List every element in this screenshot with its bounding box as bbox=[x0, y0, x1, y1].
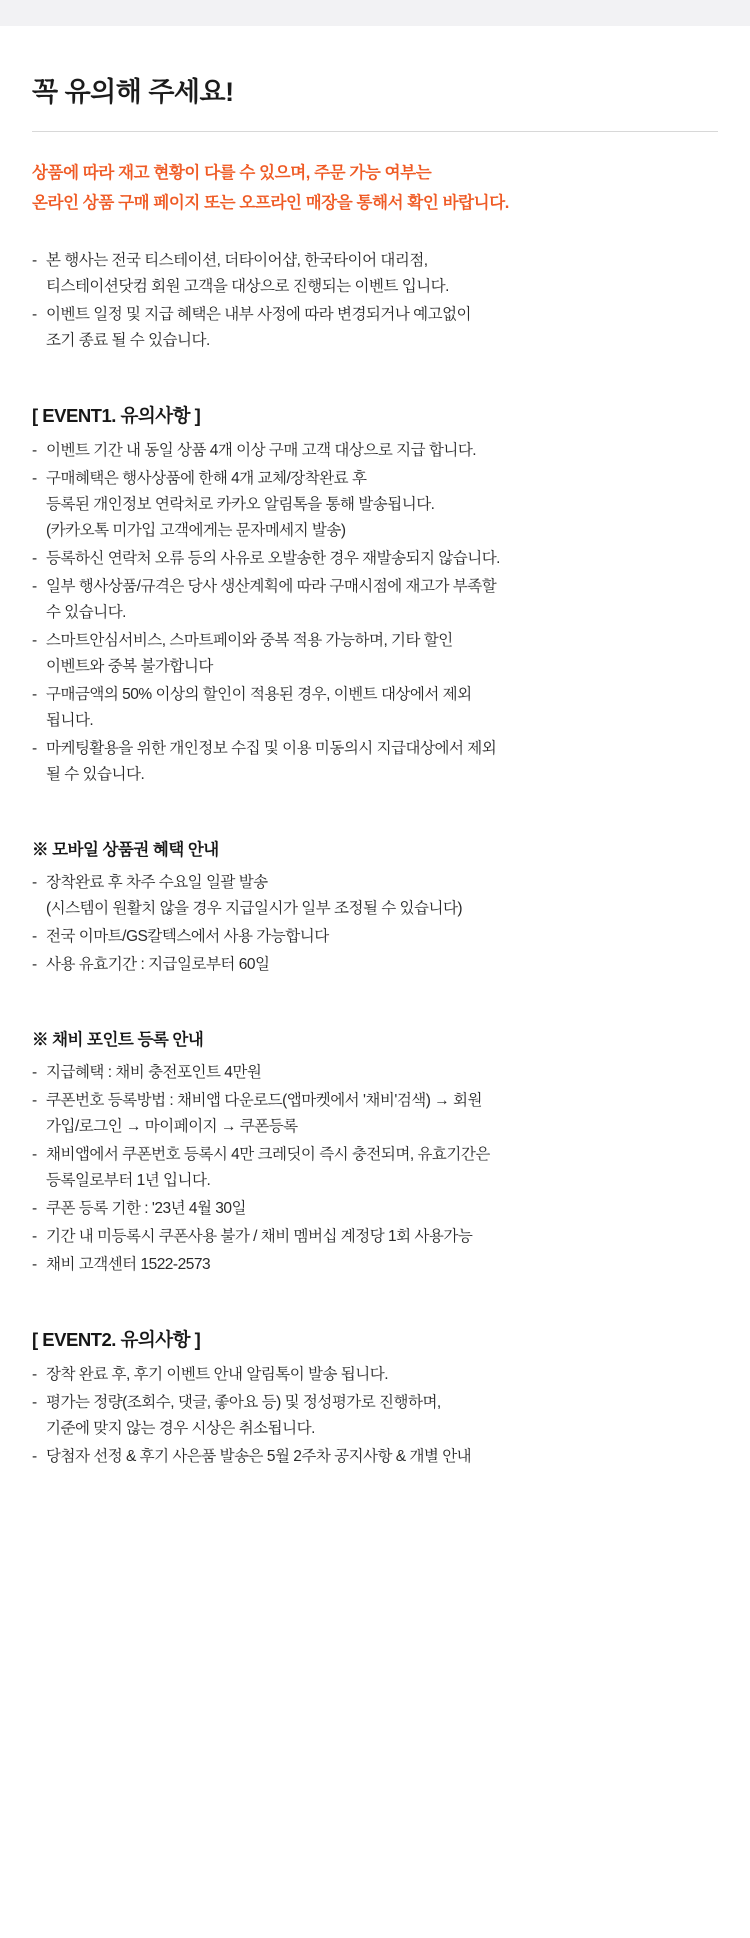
list-item-line: 조기 종료 될 수 있습니다. bbox=[46, 332, 210, 349]
list-item-line: 지급혜택 : 채비 충전포인트 4만원 bbox=[46, 1064, 262, 1081]
list-item-line: 스마트안심서비스, 스마트페이와 중복 적용 가능하며, 기타 할인 bbox=[46, 632, 453, 649]
dash-marker: - bbox=[32, 1256, 37, 1273]
dash-marker: - bbox=[32, 1200, 37, 1217]
list-item-line: 구매금액의 50% 이상의 할인이 적용된 경우, 이벤트 대상에서 제외 bbox=[46, 686, 472, 703]
section-list bbox=[32, 1362, 718, 1470]
section-list bbox=[32, 438, 718, 788]
section-heading: ※ 채비 포인트 등록 안내 bbox=[32, 1031, 204, 1049]
list-item bbox=[32, 1142, 718, 1194]
list-item-line: 장착 완료 후, 후기 이벤트 안내 알림톡이 발송 됩니다. bbox=[46, 1366, 388, 1383]
list-item bbox=[32, 1252, 718, 1278]
list-item-line: 당첨자 선정 & 후기 사은품 발송은 5월 2주차 공지사항 & 개별 안내 bbox=[46, 1448, 472, 1465]
list-item-line: 등록된 개인정보 연락처로 카카오 알림톡을 통해 발송됩니다. bbox=[46, 496, 435, 513]
list-item-line: 채비 고객센터 1522-2573 bbox=[46, 1256, 211, 1273]
list-item-line: 구매혜택은 행사상품에 한해 4개 교체/장착완료 후 bbox=[46, 470, 367, 487]
list-item bbox=[32, 1444, 718, 1470]
dash-marker: - bbox=[32, 956, 37, 973]
notice-content bbox=[0, 26, 750, 1536]
dash-marker: - bbox=[32, 1092, 37, 1109]
section-list bbox=[32, 1060, 718, 1278]
highlight-notice bbox=[32, 158, 718, 218]
list-item-line: 본 행사는 전국 티스테이션, 더타이어샵, 한국타이어 대리점, bbox=[46, 252, 428, 269]
dash-marker: - bbox=[32, 1366, 37, 1383]
list-item bbox=[32, 248, 718, 300]
list-item bbox=[32, 1224, 718, 1250]
list-item bbox=[32, 1060, 718, 1086]
list-item-line: 채비앱에서 쿠폰번호 등록시 4만 크레딧이 즉시 충전되며, 유효기간은 bbox=[46, 1146, 490, 1163]
dash-marker: - bbox=[32, 1448, 37, 1465]
dash-marker: - bbox=[32, 578, 37, 595]
page-title: 꼭 유의해 주세요! bbox=[32, 77, 234, 107]
dash-marker: - bbox=[32, 550, 37, 567]
list-item-line: 평가는 정량(조회수, 댓글, 좋아요 등) 및 정성평가로 진행하며, bbox=[46, 1394, 441, 1411]
dash-marker: - bbox=[32, 632, 37, 649]
list-item-line: 수 있습니다. bbox=[46, 604, 126, 621]
list-item bbox=[32, 466, 718, 544]
intro-list bbox=[32, 248, 718, 354]
list-item bbox=[32, 574, 718, 626]
section-chaevi-point bbox=[32, 1026, 718, 1278]
highlight-line: 상품에 따라 재고 현황이 다를 수 있으며, 주문 가능 여부는 bbox=[32, 164, 432, 182]
list-item-line: 이벤트 일정 및 지급 혜택은 내부 사정에 따라 변경되거나 예고없이 bbox=[46, 306, 472, 323]
section-heading: ※ 모바일 상품권 혜택 안내 bbox=[32, 841, 219, 859]
section-event2 bbox=[32, 1326, 718, 1470]
list-item-line: 등록일로부터 1년 입니다. bbox=[46, 1172, 211, 1189]
list-item bbox=[32, 924, 718, 950]
list-item-line: 등록하신 연락처 오류 등의 사유로 오발송한 경우 재발송되지 않습니다. bbox=[46, 550, 500, 567]
list-item bbox=[32, 1362, 718, 1388]
list-item bbox=[32, 1390, 718, 1442]
list-item-line: 쿠폰 등록 기한 : '23년 4월 30일 bbox=[46, 1200, 246, 1217]
dash-marker: - bbox=[32, 306, 37, 323]
list-item-line: 장착완료 후 차주 수요일 일괄 발송 bbox=[46, 874, 268, 891]
section-mobile-voucher bbox=[32, 836, 718, 978]
list-item-line: 이벤트 기간 내 동일 상품 4개 이상 구매 고객 대상으로 지급 합니다. bbox=[46, 442, 477, 459]
highlight-line: 온라인 상품 구매 페이지 또는 오프라인 매장을 통해서 확인 바랍니다. bbox=[32, 194, 509, 212]
list-item-line: (카카오톡 미가입 고객에게는 문자메세지 발송) bbox=[46, 522, 346, 539]
dash-marker: - bbox=[32, 686, 37, 703]
dash-marker: - bbox=[32, 252, 37, 269]
title-divider bbox=[32, 131, 718, 132]
list-item-line: 될 수 있습니다. bbox=[46, 766, 145, 783]
section-heading: [ EVENT1. 유의사항 ] bbox=[32, 405, 201, 426]
list-item-line: 쿠폰번호 등록방법 : 채비앱 다운로드(앱마켓에서 '채비'검색) → 회원 bbox=[46, 1092, 482, 1109]
list-item-line: 전국 이마트/GS칼텍스에서 사용 가능합니다 bbox=[46, 928, 329, 945]
list-item-line: (시스템이 원활치 않을 경우 지급일시가 일부 조정될 수 있습니다) bbox=[46, 900, 463, 917]
list-item-line: 이벤트와 중복 불가합니다 bbox=[46, 658, 213, 675]
dash-marker: - bbox=[32, 874, 37, 891]
list-item-line: 기간 내 미등록시 쿠폰사용 불가 / 채비 멤버십 계정당 1회 사용가능 bbox=[46, 1228, 473, 1245]
dash-marker: - bbox=[32, 1394, 37, 1411]
dash-marker: - bbox=[32, 740, 37, 757]
section-event1 bbox=[32, 402, 718, 788]
dash-marker: - bbox=[32, 1064, 37, 1081]
list-item bbox=[32, 870, 718, 922]
list-item-line: 됩니다. bbox=[46, 712, 94, 729]
list-item bbox=[32, 682, 718, 734]
list-item-line: 가입/로그인 → 마이페이지 → 쿠폰등록 bbox=[46, 1118, 298, 1135]
dash-marker: - bbox=[32, 1228, 37, 1245]
list-item-line: 기준에 맞지 않는 경우 시상은 취소됩니다. bbox=[46, 1420, 315, 1437]
list-item-line: 사용 유효기간 : 지급일로부터 60일 bbox=[46, 956, 270, 973]
top-bar bbox=[0, 0, 750, 26]
section-list bbox=[32, 870, 718, 978]
list-item-line: 일부 행사상품/규격은 당사 생산계획에 따라 구매시점에 재고가 부족할 bbox=[46, 578, 497, 595]
list-item bbox=[32, 302, 718, 354]
list-item-line: 티스테이션닷컴 회원 고객을 대상으로 진행되는 이벤트 입니다. bbox=[46, 278, 449, 295]
list-item bbox=[32, 628, 718, 680]
dash-marker: - bbox=[32, 928, 37, 945]
list-item bbox=[32, 546, 718, 572]
dash-marker: - bbox=[32, 442, 37, 459]
section-heading: [ EVENT2. 유의사항 ] bbox=[32, 1329, 201, 1350]
list-item bbox=[32, 1088, 718, 1140]
dash-marker: - bbox=[32, 470, 37, 487]
list-item-line: 마케팅활용을 위한 개인정보 수집 및 이용 미동의시 지급대상에서 제외 bbox=[46, 740, 497, 757]
list-item bbox=[32, 1196, 718, 1222]
list-item bbox=[32, 438, 718, 464]
list-item bbox=[32, 736, 718, 788]
dash-marker: - bbox=[32, 1146, 37, 1163]
list-item bbox=[32, 952, 718, 978]
